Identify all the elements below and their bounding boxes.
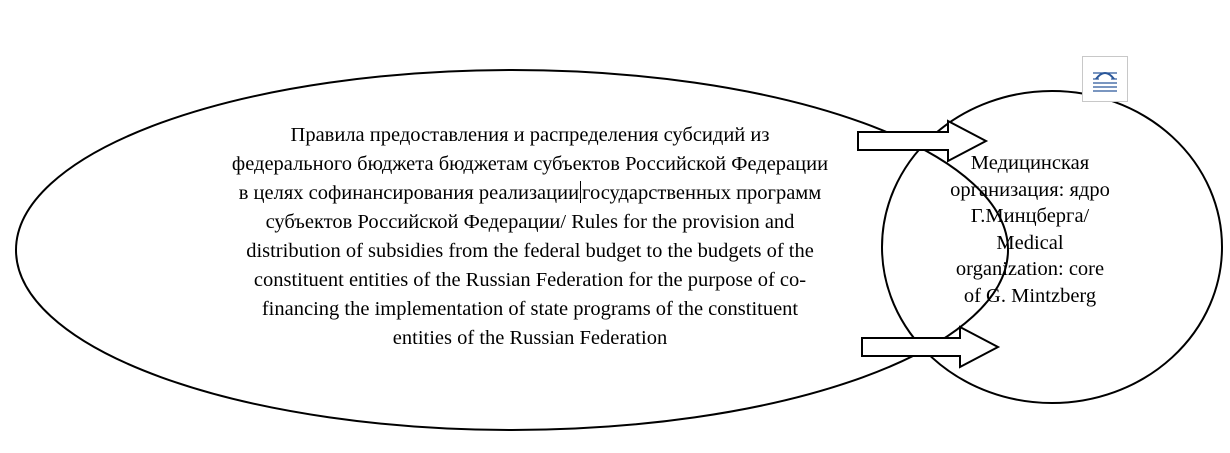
- left-ellipse-text: [150, 121, 910, 353]
- layout-options-icon[interactable]: [1082, 56, 1128, 102]
- left-text-line-2: федерального бюджета бюджетам субъектов Российской Федерации: [231, 153, 829, 175]
- right-text-line-6: of G. Mintzberg: [963, 284, 1097, 307]
- left-text-line-3a: в целях софинансирования реализации: [238, 182, 580, 204]
- right-text-line-3: Г.Минцберга/: [970, 205, 1090, 227]
- right-text-line-5: organization: core: [955, 258, 1105, 280]
- left-text-line-5: distribution of subsidies from the federal budget to the budgets of the: [246, 240, 814, 262]
- left-text-line-7: financing the implementation of state programs of the constituent: [261, 298, 799, 320]
- right-text-line-2: организация: ядро: [950, 178, 1110, 201]
- left-text-line-3b: государственных программ: [582, 182, 822, 204]
- layout-options-glyph: [1083, 57, 1127, 101]
- left-text-line-6: constituent entities of the Russian Federation for the purpose of co-: [253, 269, 807, 291]
- left-text-line-1: Правила предоставления и распределения субсидий из: [290, 124, 770, 146]
- right-circle-text: [940, 150, 1120, 309]
- left-text-line-4: субъектов Российской Федерации/ Rules for the provision and: [265, 211, 795, 233]
- text-cursor: [580, 181, 581, 203]
- right-text-line-4: Medical: [996, 231, 1064, 254]
- left-text-line-8: entities of the Russian Federation: [392, 327, 668, 349]
- right-text-line-1: Медицинская: [970, 152, 1090, 174]
